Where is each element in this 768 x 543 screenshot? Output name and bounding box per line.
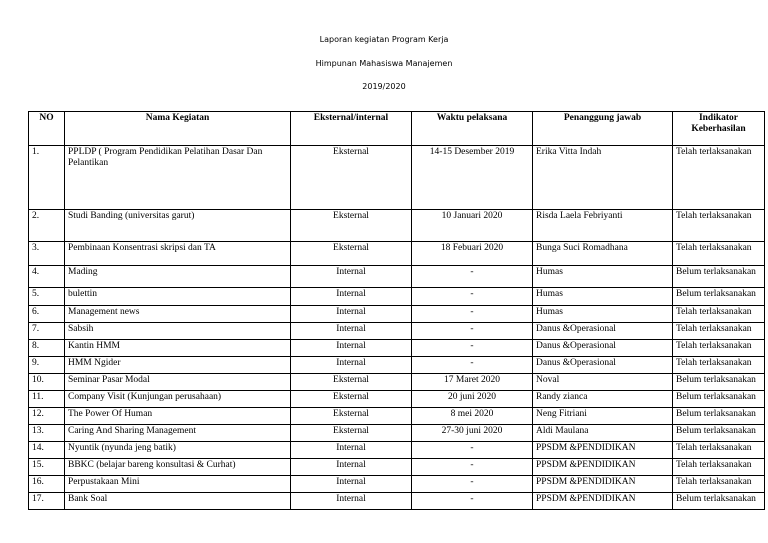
cell-type: Eksternal (291, 425, 412, 442)
cell-type: Internal (291, 323, 412, 340)
cell-date: 18 Febuari 2020 (412, 242, 533, 266)
col-header-date: Waktu pelaksana (412, 112, 533, 146)
cell-activity: The Power Of Human (65, 408, 291, 425)
cell-indicator: Belum terlaksanakan (673, 408, 765, 425)
cell-responsible: PPSDM &PENDIDIKAN (533, 459, 673, 476)
cell-indicator: Telah terlaksanakan (673, 459, 765, 476)
cell-indicator: Telah terlaksanakan (673, 340, 765, 357)
cell-no: 9. (29, 357, 65, 374)
cell-indicator: Belum terlaksanakan (673, 266, 765, 288)
cell-type: Eksternal (291, 146, 412, 210)
cell-indicator: Belum terlaksanakan (673, 288, 765, 306)
cell-type: Eksternal (291, 408, 412, 425)
cell-date: 17 Maret 2020 (412, 374, 533, 391)
cell-date: - (412, 357, 533, 374)
cell-no: 11. (29, 391, 65, 408)
cell-no: 15. (29, 459, 65, 476)
cell-type: Internal (291, 476, 412, 493)
cell-indicator: Telah terlaksanakan (673, 357, 765, 374)
cell-type: Eksternal (291, 242, 412, 266)
cell-date: 27-30 juni 2020 (412, 425, 533, 442)
cell-no: 6. (29, 306, 65, 323)
cell-date: - (412, 288, 533, 306)
table-row (29, 425, 765, 442)
cell-indicator: Telah terlaksanakan (673, 210, 765, 242)
cell-no: 17. (29, 493, 65, 510)
cell-indicator: Telah terlaksanakan (673, 146, 765, 210)
cell-type: Internal (291, 306, 412, 323)
col-header-activity: Nama Kegiatan (65, 112, 291, 146)
cell-no: 12. (29, 408, 65, 425)
table-row (29, 266, 765, 288)
cell-activity: Bank Soal (65, 493, 291, 510)
cell-activity: Caring And Sharing Management (65, 425, 291, 442)
cell-no: 16. (29, 476, 65, 493)
cell-date: - (412, 442, 533, 459)
cell-responsible: Risda Laela Febriyanti (533, 210, 673, 242)
cell-activity: Studi Banding (universitas garut) (65, 210, 291, 242)
cell-responsible: Humas (533, 266, 673, 288)
cell-indicator: Belum terlaksanakan (673, 425, 765, 442)
cell-responsible: Bunga Suci Romadhana (533, 242, 673, 266)
cell-responsible: PPSDM &PENDIDIKAN (533, 476, 673, 493)
cell-date: - (412, 340, 533, 357)
table-row (29, 408, 765, 425)
cell-type: Internal (291, 442, 412, 459)
cell-type: Internal (291, 493, 412, 510)
program-table (28, 111, 765, 510)
cell-no: 10. (29, 374, 65, 391)
cell-date: 10 Januari 2020 (412, 210, 533, 242)
table-row (29, 288, 765, 306)
cell-indicator: Telah terlaksanakan (673, 442, 765, 459)
table-row (29, 210, 765, 242)
cell-indicator: Telah terlaksanakan (673, 306, 765, 323)
cell-type: Internal (291, 266, 412, 288)
cell-responsible: Danus &Operasional (533, 340, 673, 357)
cell-no: 8. (29, 340, 65, 357)
table-row (29, 442, 765, 459)
cell-responsible: PPSDM &PENDIDIKAN (533, 442, 673, 459)
cell-indicator: Telah terlaksanakan (673, 476, 765, 493)
cell-indicator: Telah terlaksanakan (673, 323, 765, 340)
cell-no: 3. (29, 242, 65, 266)
cell-indicator: Belum terlaksanakan (673, 493, 765, 510)
cell-responsible: Humas (533, 306, 673, 323)
cell-activity: PPLDP ( Program Pendidikan Pelatihan Dasar Dan Pelantikan (65, 146, 291, 210)
col-header-indicator: Indikator Keberhasilan (673, 112, 765, 146)
cell-responsible: Humas (533, 288, 673, 306)
cell-indicator: Belum terlaksanakan (673, 391, 765, 408)
cell-activity: Pembinaan Konsentrasi skripsi dan TA (65, 242, 291, 266)
cell-type: Internal (291, 357, 412, 374)
cell-activity: bulettin (65, 288, 291, 306)
cell-responsible: Aldi Maulana (533, 425, 673, 442)
table-row (29, 323, 765, 340)
cell-type: Internal (291, 340, 412, 357)
cell-responsible: Danus &Operasional (533, 357, 673, 374)
header-row (29, 112, 765, 146)
table-body (29, 146, 765, 510)
period-year: 2019/2020 (362, 82, 406, 91)
organization-name: Himpunan Mahasiswa Manajemen (315, 59, 453, 68)
cell-date: 20 juni 2020 (412, 391, 533, 408)
cell-type: Internal (291, 459, 412, 476)
cell-date: - (412, 323, 533, 340)
cell-activity: Sabsih (65, 323, 291, 340)
cell-activity: BBKC (belajar bareng konsultasi & Curhat) (65, 459, 291, 476)
cell-responsible: Erika Vitta Indah (533, 146, 673, 210)
table-row (29, 306, 765, 323)
table-row (29, 357, 765, 374)
cell-activity: Kantin HMM (65, 340, 291, 357)
cell-responsible: Danus &Operasional (533, 323, 673, 340)
table-row (29, 459, 765, 476)
cell-no: 13. (29, 425, 65, 442)
cell-activity: Management news (65, 306, 291, 323)
table-row (29, 146, 765, 210)
cell-no: 1. (29, 146, 65, 210)
cell-type: Eksternal (291, 210, 412, 242)
cell-activity: HMM Ngider (65, 357, 291, 374)
col-header-responsible: Penanggung jawab (533, 112, 673, 146)
cell-no: 5. (29, 288, 65, 306)
cell-type: Eksternal (291, 374, 412, 391)
report-title: Laporan kegiatan Program Kerja (319, 35, 449, 44)
cell-activity: Mading (65, 266, 291, 288)
cell-type: Internal (291, 288, 412, 306)
cell-date: - (412, 476, 533, 493)
cell-activity: Seminar Pasar Modal (65, 374, 291, 391)
cell-indicator: Telah terlaksanakan (673, 242, 765, 266)
cell-date: 14-15 Desember 2019 (412, 146, 533, 210)
col-header-no: NO (29, 112, 65, 146)
cell-date: - (412, 306, 533, 323)
cell-no: 14. (29, 442, 65, 459)
table-row (29, 242, 765, 266)
cell-date: - (412, 493, 533, 510)
cell-activity: Nyuntik (nyunda jeng batik) (65, 442, 291, 459)
cell-date: - (412, 266, 533, 288)
cell-no: 2. (29, 210, 65, 242)
cell-indicator: Belum terlaksanakan (673, 374, 765, 391)
cell-date: 8 mei 2020 (412, 408, 533, 425)
cell-responsible: Noval (533, 374, 673, 391)
cell-no: 4. (29, 266, 65, 288)
cell-no: 7. (29, 323, 65, 340)
cell-date: - (412, 459, 533, 476)
table-row (29, 374, 765, 391)
col-header-type: Eksternal/internal (291, 112, 412, 146)
cell-type: Eksternal (291, 391, 412, 408)
table-row (29, 391, 765, 408)
cell-activity: Perpustakaan Mini (65, 476, 291, 493)
table-row (29, 476, 765, 493)
cell-responsible: Randy zianca (533, 391, 673, 408)
cell-responsible: Neng Fitriani (533, 408, 673, 425)
cell-responsible: PPSDM &PENDIDIKAN (533, 493, 673, 510)
table-row (29, 340, 765, 357)
table-row (29, 493, 765, 510)
cell-activity: Company Visit (Kunjungan perusahaan) (65, 391, 291, 408)
